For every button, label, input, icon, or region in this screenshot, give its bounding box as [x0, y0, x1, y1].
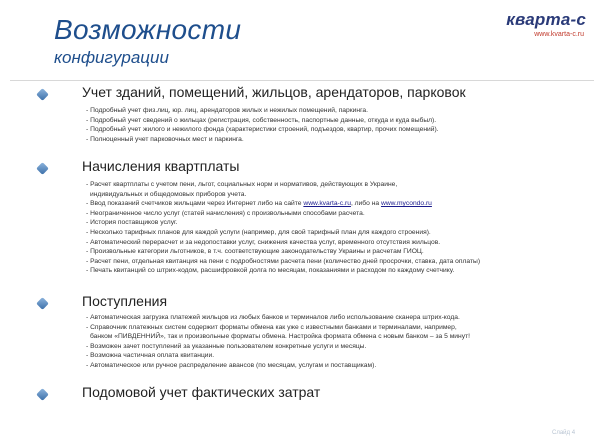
list-item: индивидуальных и общедомовых приборов учета.	[90, 190, 247, 198]
section-heading: Подомовой учет фактических затрат	[82, 384, 321, 400]
list-item: - Возможен зачет поступлений за указанные пользователем конкретные услуги и месяцы.	[86, 342, 367, 350]
section-list	[86, 106, 439, 144]
list-item: - Автоматическое или ручное распределение авансов (по месяцам, услугам и поставщикам).	[86, 361, 377, 369]
header-divider	[10, 80, 594, 81]
diamond-bullet-icon	[36, 88, 49, 101]
list-item: - Автоматическая загрузка платежей жильцов из любых банков и терминалов либо использование сканера штрих-кода.	[86, 314, 460, 321]
list-item: - Неограниченное число услуг (статей начисления) с произвольными способами расчета.	[86, 209, 365, 217]
mycondo-link[interactable]: www.mycondo.ru	[380, 200, 432, 208]
slide-title: Возможности	[54, 14, 242, 45]
list-item: - Несколько тарифных планов для каждой услуги (например, для свой тарифный план для каждого строения).	[86, 228, 431, 236]
logo-text: кварта-с	[506, 10, 586, 29]
section-heading: Учет зданий, помещений, жильцов, арендаторов, парковок	[82, 84, 466, 100]
diamond-bullet-icon	[36, 297, 49, 310]
section-heading: Поступления	[82, 293, 168, 309]
section-list	[86, 313, 470, 371]
logo-url: www.kvarta-c.ru	[534, 31, 584, 38]
slide-number: Слайд 4	[552, 430, 576, 436]
list-item: - Подробный учет сведений о жильцах (регистрация, собственность, паспортные данные, откуда и куда выбыл).	[86, 116, 437, 124]
list-item	[86, 199, 480, 209]
slide-subtitle: конфигурации	[54, 48, 169, 67]
list-item: - Расчет пени, отдельная квитанция на пени с подробностями расчета пени (количество дней просрочки, ставка, дата оплаты)	[86, 257, 481, 265]
kvarta-link[interactable]: www.kvarta-c.ru	[303, 200, 351, 208]
diamond-bullet-icon	[36, 162, 49, 175]
list-item: банком «ПИВДЕННИЙ», так и произвольные форматы обмена. Настройка формата обмена с новым банком – за 5 минут!	[90, 333, 470, 341]
list-item-text: , либо на	[350, 200, 381, 208]
list-item: - Печать квитанций со штрих-кодом, расшифровкой долга по месяцам, показаниями и расходом по каждому счетчику.	[86, 267, 455, 275]
list-item: - Подробный учет физ.лиц, юр. лиц, арендаторов жилых и нежилых помещений, паркинга.	[86, 107, 368, 114]
section-list	[86, 180, 480, 276]
list-item: - История поставщиков услуг.	[86, 219, 178, 227]
list-item: - Расчет квартплаты с учетом пени, льгот, социальных норм и нормативов, действующих в Украине,	[86, 181, 398, 188]
section-heading: Начисления квартплаты	[82, 158, 240, 174]
diamond-bullet-icon	[36, 388, 49, 401]
list-item: - Справочник платежных систем содержит форматы обмена как уже с известными банками и терминалами, например,	[86, 323, 457, 331]
list-item: - Автоматический перерасчет и за недопоставки услуг, снижения качества услуг, временного отсутствия жильцов.	[86, 238, 441, 246]
list-item-text: - Ввод показаний счетчиков жильцами через Интернет либо на сайте	[86, 200, 304, 208]
list-item: - Произвольные категории льготников, в т.ч. соответствующие законодательству Украины и расчетам ГИОЦ.	[86, 248, 424, 256]
list-item: - Полноценный учет парковочных мест и паркинга.	[86, 135, 244, 143]
list-item: - Возможна частичная оплата квитанции.	[86, 352, 215, 360]
company-logo[interactable]	[498, 10, 586, 44]
slide-header	[0, 0, 604, 78]
list-item: - Подробный учет жилого и нежилого фонда (характеристики строений, подъездов, квартир, прочих помещений).	[86, 126, 439, 134]
